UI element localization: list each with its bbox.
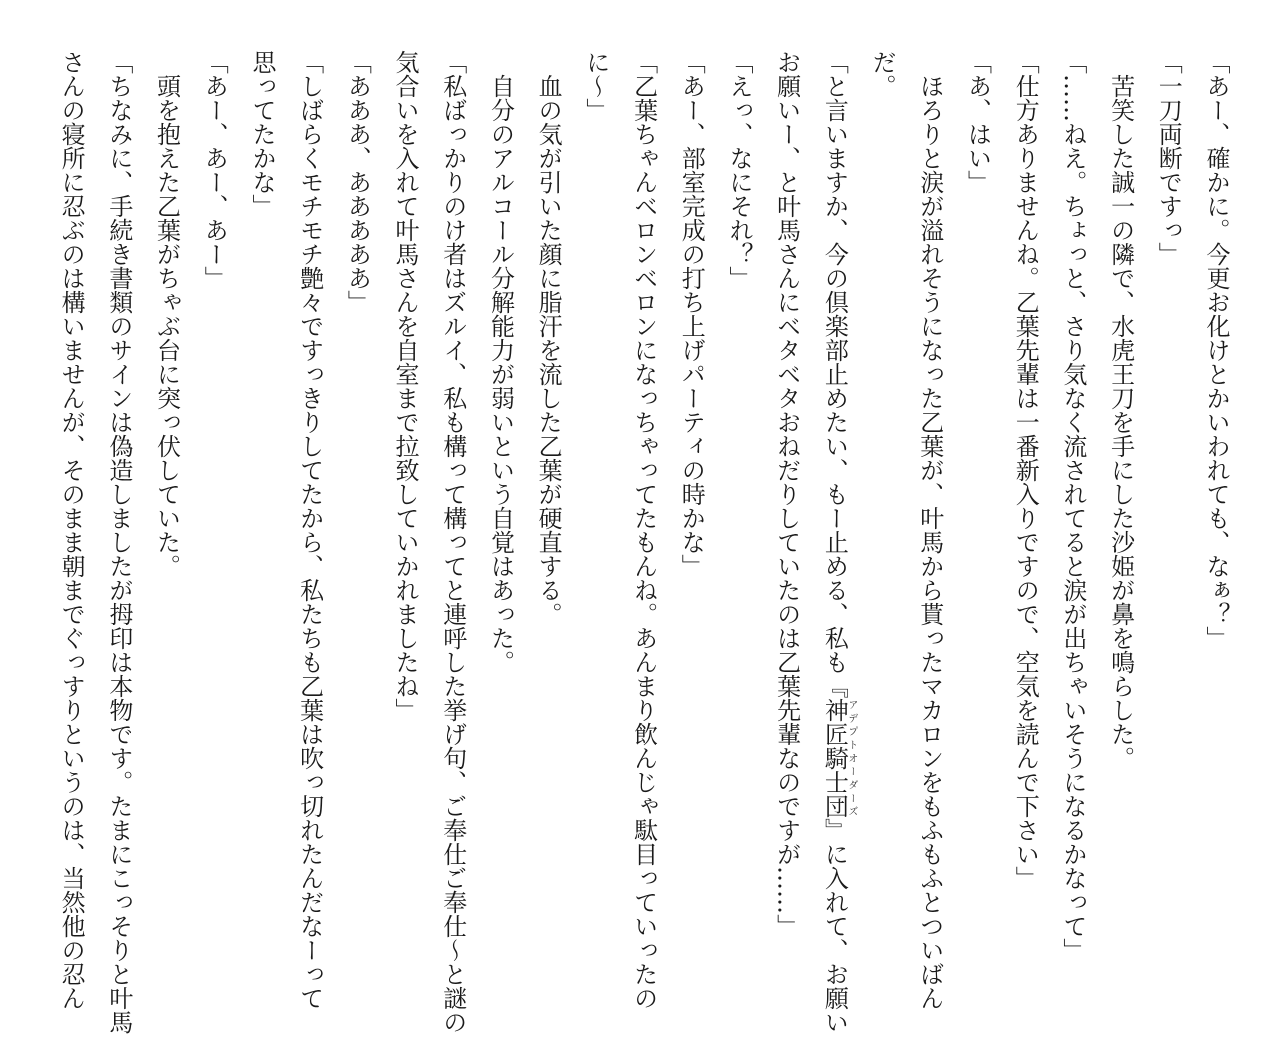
text-line: 「あー、部室完成の打ち上げパーティの時かな」 — [677, 50, 706, 578]
text-line: 「一刀両断ですっ」 — [1154, 50, 1183, 266]
vertical-text-page — [46, 50, 1239, 1034]
text-line: 頭を抱えた乙葉がちゃぶ台に突っ伏していた。 — [152, 74, 181, 578]
text-line: 気合いを入れて叶馬さんを自室まで拉致していかれましたね」 — [391, 50, 420, 722]
ruby-annotation — [820, 698, 857, 818]
text-line: 「あ、はい」 — [963, 50, 992, 194]
text-segment: 「と言いますか、今の倶楽部止めたい、もー止める、私も『 — [820, 50, 849, 698]
text-line: 「仕方ありませんね。乙葉先輩は一番新入りですので、空気を読んで下さい」 — [1011, 50, 1040, 890]
text-line: 「あー、あー、あー」 — [200, 50, 229, 290]
text-line: 「しばらくモチモチ艶々ですっきりしてたから、私たちも乙葉は吹っ切れたんだなーって — [295, 50, 324, 1010]
text-line: 血の気が引いた顔に脂汗を流した乙葉が硬直する。 — [534, 74, 563, 626]
text-line: だ。 — [868, 50, 897, 98]
text-line: 「えっ、なにそれ？」 — [724, 50, 753, 290]
ruby-reading: アデプトオーダーズ — [845, 698, 857, 818]
text-segment: 』に入れて、お願い — [820, 818, 849, 1034]
text-line: 「あー、確かに。今更お化けとかいわれても、なぁ？」 — [1202, 50, 1230, 650]
text-line-with-ruby — [810, 50, 858, 1034]
text-line: ほろりと涙が溢れそうになった乙葉が、叶馬から貰ったマカロンをもふもふとついばん — [915, 74, 944, 1010]
text-line: お願いー、と叶馬さんにベタベタおねだりしていたのは乙葉先輩なのですが……」 — [772, 50, 801, 938]
text-line: に～」 — [581, 50, 610, 122]
text-line: 「あああ、あああああ」 — [343, 50, 372, 314]
text-line: 「ちなみに、手続き書類のサインは偽造しましたが拇印は本物です。たまにこっそりと叶馬 — [104, 50, 133, 1034]
text-line: 「……ねえ。ちょっと、さり気なく流されてると涙が出ちゃいそうになるかなって」 — [1058, 50, 1087, 962]
text-line: 「乙葉ちゃんベロンベロンになっちゃってたもんね。あんまり飲んじゃ駄目っていったの — [629, 50, 658, 1010]
text-line: 思ってたかな」 — [247, 50, 276, 218]
text-line: 自分のアルコール分解能力が弱いという自覚はあった。 — [486, 74, 515, 674]
ruby-base: 神匠騎士団 — [820, 698, 849, 818]
text-line: 苦笑した誠一の隣で、水虎王刀を手にした沙姫が鼻を鳴らした。 — [1106, 74, 1135, 770]
text-line: 「私ばっかりのけ者はズルイ、私も構って構ってと連呼した挙げ句、ご奉仕ご奉仕～と謎の — [438, 50, 467, 1034]
text-line: さんの寝所に忍ぶのは構いませんが、そのまま朝までぐっすりというのは、当然他の忍ん — [57, 50, 86, 1010]
